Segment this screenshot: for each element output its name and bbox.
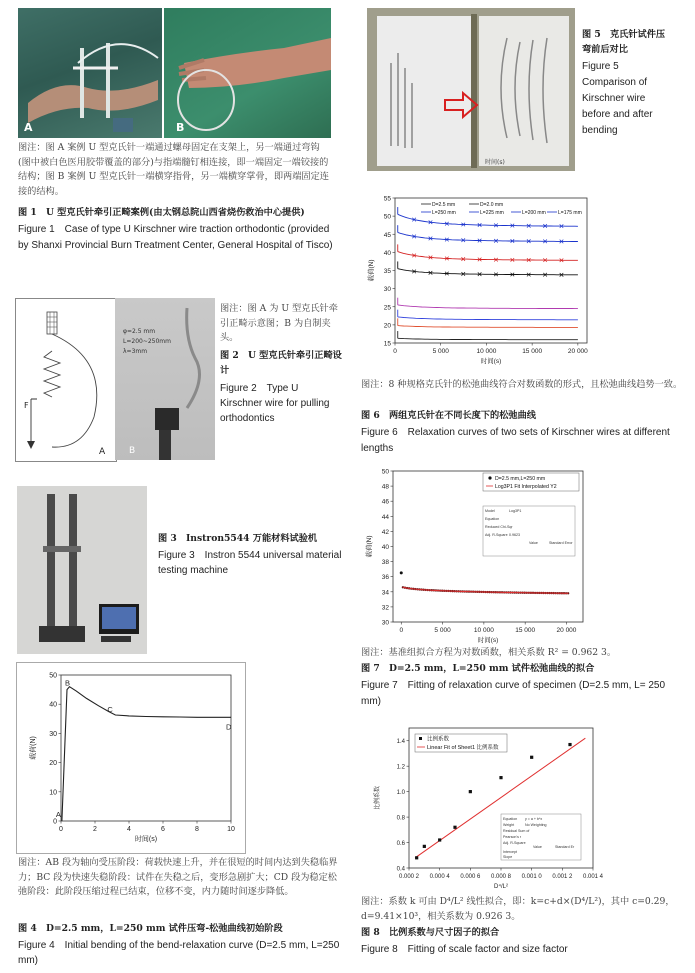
y-tick-label: 20 — [49, 760, 57, 768]
x-tick-label: 0.000 6 — [460, 874, 481, 880]
x-tick-label: 0 — [393, 348, 397, 355]
fig7-title-en: Figure 7 Fitting of relaxation curve of specimen (D=2.5 mm, L= 250 mm) — [361, 680, 666, 707]
relaxation-series-4 — [398, 269, 578, 275]
fig5-photo-text: 时间(s) — [485, 159, 505, 166]
x-tick-label: 20 000 — [556, 627, 577, 634]
relaxation-series-2 — [398, 232, 578, 241]
fit-stats-table — [483, 506, 575, 556]
y-tick-label: 46 — [381, 498, 389, 506]
fig6-title-en: Figure 6 Relaxation curves of two sets of Kirschner wires at different lengths — [361, 427, 670, 454]
x-tick-label: 0.001 2 — [552, 874, 573, 880]
clamp-photo — [115, 298, 215, 460]
y-axis-label: 载荷(N) — [30, 736, 37, 760]
y-tick-label: 1.0 — [396, 790, 405, 797]
fig6-chart — [365, 193, 595, 365]
y-tick-label: 0.8 — [396, 815, 405, 822]
relaxation-series-5 — [398, 305, 578, 309]
y-tick-label: 40 — [381, 544, 389, 551]
fig7-chart — [363, 466, 588, 642]
fig6-title-cn: 图 6 两组克氏针在不同长度下的松弛曲线 — [361, 410, 536, 421]
fig4-note: 图注：AB 段为轴向受压阶段：荷载快速上升，并在很短的时间内达到失稳临界力；BC 段为快速失稳阶段：试件在失稳之后，变形急剧扩大；CD 段为稳定松弛阶段：此阶段压缩过程已结束，位移不变，内力随时间逐步降低。 — [18, 857, 338, 897]
x-tick-label: 4 — [127, 826, 131, 833]
legend-entry-fit: Log3P1 Fit Interpolated Y2 — [495, 484, 557, 490]
hand-with-brace-image — [18, 8, 162, 138]
fig8-chart — [365, 722, 604, 892]
relaxation-series-3 — [398, 252, 578, 261]
fig2-label-a: A — [99, 447, 106, 457]
fig1-label-b: B — [176, 121, 185, 134]
fig7-frame — [363, 466, 588, 642]
y-tick-label: 48 — [381, 483, 389, 491]
instron-machine-image — [17, 486, 147, 654]
fig3-title-en: Figure 3 Instron 5544 universal material testing machine — [158, 550, 342, 576]
fig2-diagram-a — [15, 298, 117, 462]
legend-entry-data: 比例系数 — [427, 736, 450, 743]
legend-marker-data — [419, 737, 422, 740]
bend-relaxation-curve — [62, 687, 231, 821]
x-tick-label: 5 000 — [434, 627, 451, 634]
y-tick-label: 0.6 — [396, 841, 405, 848]
fit-stats-cell: Slope — [503, 855, 513, 859]
x-tick-label: 10 — [227, 826, 235, 833]
x-tick-label: 10 000 — [473, 627, 494, 634]
data-point — [453, 826, 456, 829]
forearm-with-u-wire-image — [164, 8, 331, 138]
x-tick-label: 0.000 8 — [490, 874, 512, 880]
y-tick-label: 0 — [53, 818, 57, 826]
legend-entry: L=225 mm — [480, 210, 504, 216]
fig8-title-cn: 图 8 比例系数与尺寸因子的拟合 — [361, 927, 500, 938]
y-axis-label: 比例系数 — [375, 785, 381, 811]
fig1-title-cn: 图 1 U 型克氏针牵引正畸案例(由太钢总院山西省烧伤救治中心提供) — [18, 207, 305, 218]
y-tick-label: 50 — [381, 468, 389, 476]
fit-stats-cell: y = a + b*x — [525, 817, 543, 821]
legend-entry: L=250 mm — [432, 210, 456, 216]
y-tick-label: 32 — [381, 604, 389, 612]
fit-stats-cell: Value — [533, 845, 542, 849]
legend-entry: L=175 mm — [558, 210, 582, 216]
fig3-title-cn: 图 3 Instron5544 万能材料试验机 — [158, 533, 318, 544]
fig6-frame — [365, 193, 595, 365]
fig1-title-en: Figure 1 Case of type U Kirschner wire traction orthodontic (provided by Shanxi Provincial Burn Treatment Center, General Hospital of Tisco) — [18, 224, 333, 251]
fit-stats-cell: Reduced Chi-Sqr — [485, 525, 513, 529]
fig8-note: 图注：系数 k 可由 D⁴/L² 线性拟合，即：k=c+d×(D⁴/L²)，其中 c=0.29，d=9.41×10³，相关系数为 0.926 3。 — [361, 896, 675, 922]
fig2-label-f: F — [24, 401, 29, 410]
y-axis-label: 载荷(N) — [366, 535, 373, 558]
x-tick-label: 5 000 — [432, 348, 449, 355]
y-tick-label: 40 — [49, 701, 57, 709]
fig2-photo-text-0: φ=2.5 mm — [123, 328, 156, 335]
data-point — [469, 790, 472, 793]
point-label-c: C — [107, 705, 113, 715]
fig1-photo-b — [164, 8, 331, 138]
fig2-label-b: B — [129, 446, 136, 456]
y-tick-label: 36 — [381, 574, 389, 582]
y-tick-label: 40 — [383, 249, 391, 257]
fig8-frame — [365, 722, 604, 892]
data-point — [423, 845, 426, 848]
fig5-photo — [367, 8, 575, 171]
x-axis-label: 时间(s) — [134, 836, 158, 843]
fit-stats-cell: Residual Sum of — [503, 829, 530, 833]
y-tick-label: 25 — [383, 304, 391, 312]
x-tick-label: 6 — [161, 826, 165, 833]
y-tick-label: 1.4 — [396, 739, 405, 746]
data-point — [530, 756, 533, 759]
y-axis-label: 载荷(N) — [368, 259, 375, 282]
legend-entry: D=2.5 mm — [432, 202, 456, 208]
fit-stats-cell: Weight — [503, 823, 515, 827]
y-tick-label: 55 — [383, 195, 391, 203]
point-label-a: A — [55, 810, 61, 819]
x-tick-label: 0.000 4 — [429, 874, 450, 880]
fit-stats-cell: Value — [529, 541, 538, 545]
relaxation-series-6 — [398, 317, 578, 320]
legend-marker-data — [488, 476, 491, 479]
point-label-b: B — [64, 678, 70, 688]
fig5-title-cn: 图 5 克氏针试件压弯前后对比 — [582, 29, 666, 55]
plot-frame — [61, 675, 231, 821]
fit-stats-cell: 0.9623 — [509, 533, 520, 537]
x-axis-label: 时间(s) — [480, 358, 502, 365]
legend-entry: D=2.0 mm — [480, 202, 504, 208]
fit-stats-cell: Standard Er — [555, 845, 575, 849]
fit-stats-cell: Standard Error — [549, 541, 573, 545]
legend-entry-data: D=2.5 mm,L=250 mm — [495, 476, 546, 482]
x-tick-label: 0 — [59, 826, 63, 833]
fig7-note: 图注：基准组拟合方程为对数函数，相关系数 R² = 0.962 3。 — [361, 647, 617, 658]
x-axis-label: 时间(s) — [477, 637, 499, 644]
y-tick-label: 38 — [381, 559, 389, 567]
plot-frame — [395, 198, 587, 343]
y-tick-label: 20 — [383, 322, 391, 330]
y-tick-label: 45 — [383, 231, 391, 239]
relaxation-series-1 — [398, 214, 578, 226]
y-tick-label: 10 — [49, 789, 57, 797]
fig5-title-en: Figure 5 Comparison of Kirschner wire before and after bending — [582, 61, 653, 136]
x-tick-label: 15 000 — [522, 348, 543, 355]
x-tick-label: 10 000 — [476, 348, 497, 355]
relaxation-series-8 — [398, 338, 578, 339]
y-tick-label: 0.4 — [396, 866, 405, 873]
fit-stats-cell: Model — [485, 509, 495, 513]
u-wire-schematic — [16, 299, 116, 461]
data-point — [415, 856, 418, 859]
legend-entry-fit: Linear Fit of Sheet1 比例系数 — [427, 745, 499, 751]
fig1-photo-a — [18, 8, 162, 138]
legend-entry: L=200 mm — [522, 210, 546, 216]
x-tick-label: 0 — [399, 627, 404, 634]
y-tick-label: 50 — [383, 213, 391, 221]
fig2-photo-text-2: λ=3mm — [123, 348, 148, 355]
x-tick-label: 15 000 — [515, 627, 536, 634]
fig4-title-en: Figure 4 Initial bending of the bend-relaxation curve (D=2.5 mm, L=250 mm) — [18, 940, 340, 966]
fit-stats-cell: No Weighting — [525, 823, 547, 827]
x-tick-label: 20 000 — [567, 348, 588, 355]
fit-stats-cell: Adj. R-Square — [485, 533, 508, 537]
y-tick-label: 30 — [383, 286, 391, 294]
y-tick-label: 35 — [383, 268, 391, 275]
fig2-photo-b — [115, 298, 215, 460]
y-tick-label: 15 — [383, 340, 391, 348]
data-point — [568, 743, 571, 746]
fig2-title-cn: 图 2 U 型克氏针牵引正畸设计 — [220, 350, 342, 376]
y-tick-label: 30 — [49, 730, 57, 738]
data-point — [499, 776, 502, 779]
fit-stats-cell: Intercept — [503, 850, 517, 854]
fig2-photo-text-1: L=200~250mm — [123, 338, 171, 345]
fit-stats-cell: Equation — [485, 517, 500, 521]
y-tick-label: 42 — [381, 528, 389, 536]
fit-stats-cell: Log3P1 — [509, 509, 522, 513]
y-tick-label: 50 — [49, 672, 57, 680]
fig1-note: 图注：图 A 案例 U 型克氏针一端通过螺母固定在支架上，另一端通过弯钩(图中被白色医用胶带覆盖的部分)与指端髓钉相连接，即一端固定一端铰接的结构；图 B 案例 U 型克氏针一端横穿指骨，另一端横穿掌骨，即两端固定连接的结构。 — [18, 142, 329, 197]
fig2-note: 图注：图 A 为 U 型克氏针牵引正畸示意图；B 为自制夹头。 — [220, 303, 338, 343]
fit-stats-cell: Adj. R-Square — [503, 841, 526, 845]
fig6-note: 图注：8 种规格克氏针的松弛曲线符合对数函数的形式，且松弛曲线趋势一致。 — [361, 379, 683, 390]
fig4-frame — [16, 662, 246, 854]
fig3-photo — [17, 486, 147, 654]
fig7-title-cn: 图 7 D=2.5 mm，L=250 mm 试件松弛曲线的拟合 — [361, 663, 595, 674]
x-tick-label: 0.000 2 — [398, 874, 420, 880]
x-tick-label: 2 — [93, 826, 97, 833]
fit-stats-cell: Equation — [503, 817, 518, 821]
relaxation-series-7 — [398, 326, 578, 328]
data-point — [438, 838, 441, 841]
y-tick-label: 44 — [381, 513, 389, 521]
fig4-chart — [17, 663, 245, 853]
x-tick-label: 8 — [195, 826, 199, 833]
x-tick-label: 0.001 0 — [521, 874, 542, 880]
fig4-title-cn: 图 4 D=2.5 mm，L=250 mm 试件压弯-松弛曲线初始阶段 — [18, 923, 283, 934]
y-tick-label: 1.2 — [396, 764, 405, 771]
y-tick-label: 30 — [381, 619, 389, 627]
fig8-title-en: Figure 8 Fitting of scale factor and size factor — [361, 944, 568, 955]
data-point-first — [400, 571, 403, 574]
point-label-d: D — [226, 722, 232, 732]
fig1-label-a: A — [24, 121, 33, 134]
y-tick-label: 34 — [381, 589, 389, 597]
fig2-title-en: Figure 2 Type U Kirschner wire for pulling orthodontics — [220, 383, 330, 424]
x-tick-label: 0.001 4 — [582, 874, 604, 880]
fit-stats-cell: Pearson's r — [503, 835, 522, 839]
wires-before-after-image — [367, 8, 575, 171]
x-axis-label: D⁴/L² — [494, 884, 508, 890]
